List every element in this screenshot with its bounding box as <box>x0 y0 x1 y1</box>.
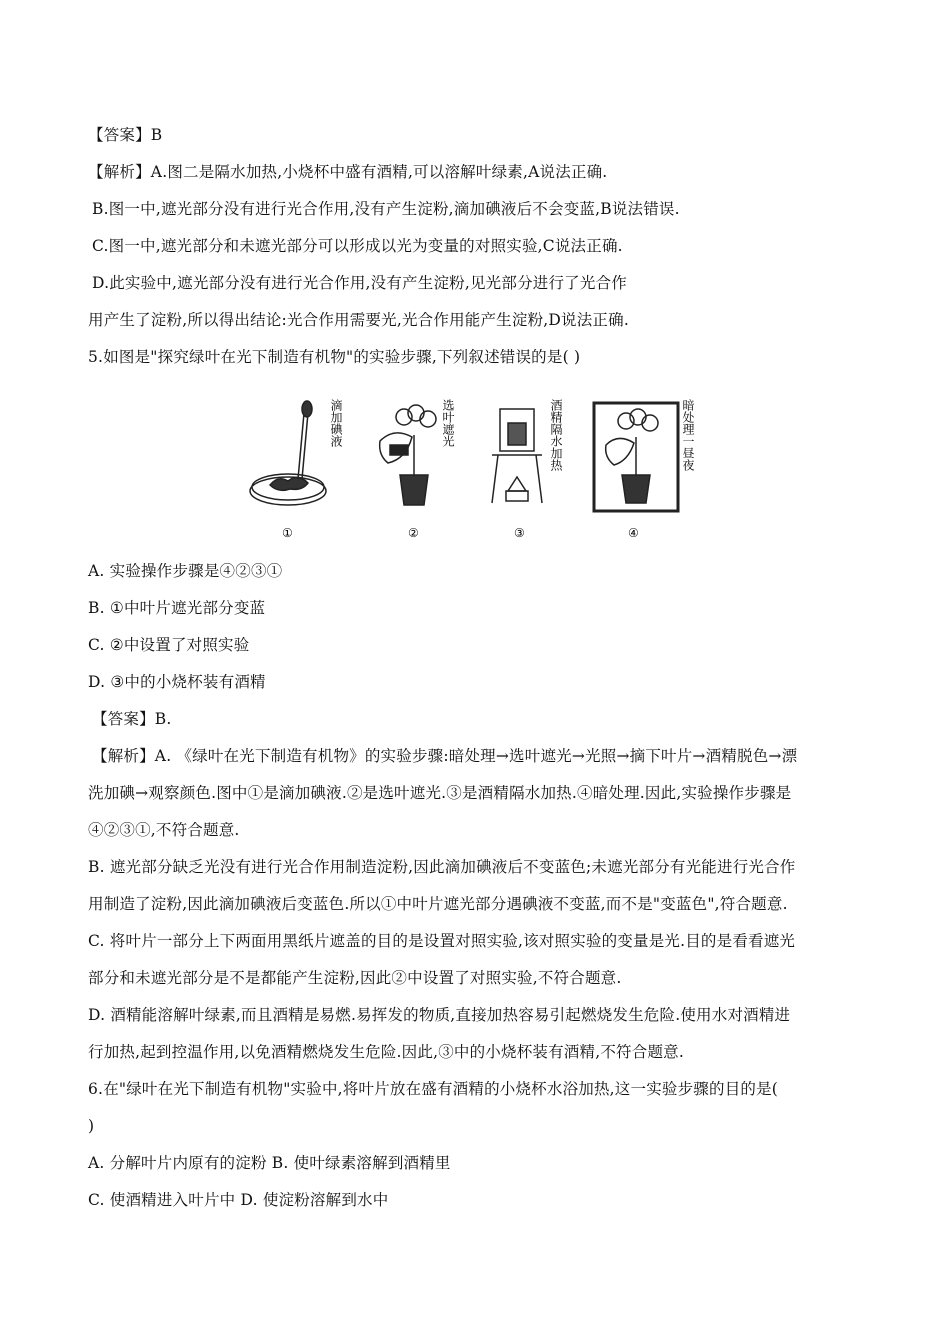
analysis-5b: B. 遮光部分缺乏光没有进行光合作用制造淀粉,因此滴加碘液后不变蓝色;未遮光部分有光能进行光合作 <box>88 858 796 876</box>
analysis-5d: D. 酒精能溶解叶绿素,而且酒精是易燃.易挥发的物质,直接加热容易引起燃烧发生危险.使用水对酒精进 <box>88 1006 791 1024</box>
line-answer-4: 【答案】B <box>88 126 163 144</box>
analysis-5b-cont: 用制造了淀粉,因此滴加碘液后变蓝色.所以①中叶片遮光部分遇碘液不变蓝,而不是"变蓝色",符合题意. <box>88 895 788 913</box>
number-4: ④ <box>628 526 639 540</box>
number-3: ③ <box>514 526 525 540</box>
dish-dropper-illustration <box>250 401 326 505</box>
number-1: ① <box>282 526 293 540</box>
analysis-5c: C. 将叶片一部分上下两面用黑纸片遮盖的目的是设置对照实验,该对照实验的变量是光.目的是看看遮光 <box>88 932 796 950</box>
options-6cd: C. 使酒精进入叶片中 D. 使淀粉溶解到水中 <box>88 1191 389 1209</box>
options-6ab: A. 分解叶片内原有的淀粉 B. 使叶绿素溶解到酒精里 <box>88 1154 451 1172</box>
option-5a: A. 实验操作步骤是④②③① <box>88 562 283 580</box>
line-analysis-4d-cont: 用产生了淀粉,所以得出结论:光合作用需要光,光合作用能产生淀粉,D说法正确. <box>88 311 629 329</box>
question-6-cont: ) <box>88 1117 95 1135</box>
line-analysis-4d: D.此实验中,遮光部分没有进行光合作用,没有产生淀粉,见光部分进行了光合作 <box>92 274 627 292</box>
water-bath-illustration <box>492 409 542 503</box>
label-step-4: 暗处理一昼夜 <box>681 399 695 471</box>
analysis-5d-cont: 行加热,起到控温作用,以免酒精燃烧发生危险.因此,③中的小烧杯装有酒精,不符合题意. <box>88 1043 684 1061</box>
dark-box-illustration <box>594 403 678 511</box>
answer-5: 【答案】B. <box>92 710 172 728</box>
line-analysis-4a: 【解析】A.图二是隔水加热,小烧杯中盛有酒精,可以溶解叶绿素,A说法正确. <box>88 163 608 181</box>
experiment-figure <box>240 395 700 545</box>
label-step-2: 选叶遮光 <box>441 399 455 447</box>
option-5d: D. ③中的小烧杯装有酒精 <box>88 673 266 691</box>
question-5: 5.如图是"探究绿叶在光下制造有机物"的实验步骤,下列叙述错误的是( ) <box>88 348 581 366</box>
number-2: ② <box>408 526 419 540</box>
line-analysis-4b: B.图一中,遮光部分没有进行光合作用,没有产生淀粉,滴加碘液后不会变蓝,B说法错误. <box>92 200 680 218</box>
option-5c: C. ②中设置了对照实验 <box>88 636 250 654</box>
option-5b: B. ①中叶片遮光部分变蓝 <box>88 599 266 617</box>
question-6: 6.在"绿叶在光下制造有机物"实验中,将叶片放在盛有酒精的小烧杯水浴加热,这一实验步骤的目的是( <box>88 1080 779 1098</box>
potted-plant-illustration <box>380 405 436 505</box>
analysis-5a-cont: 洗加碘→观察颜色.图中①是滴加碘液.②是选叶遮光.③是酒精隔水加热.④暗处理.因此,实验操作步骤是 <box>88 784 792 802</box>
analysis-5a-end: ④②③①,不符合题意. <box>88 821 240 839</box>
label-step-3: 酒精隔水加热 <box>549 399 563 471</box>
analysis-5c-cont: 部分和未遮光部分是不是都能产生淀粉,因此②中设置了对照实验,不符合题意. <box>88 969 622 987</box>
label-step-1: 滴加碘液 <box>329 399 343 447</box>
analysis-5a: 【解析】A. 《绿叶在光下制造有机物》的实验步骤:暗处理→选叶遮光→光照→摘下叶片→酒精脱色→漂 <box>92 747 798 765</box>
line-analysis-4c: C.图一中,遮光部分和未遮光部分可以形成以光为变量的对照实验,C说法正确. <box>92 237 623 255</box>
